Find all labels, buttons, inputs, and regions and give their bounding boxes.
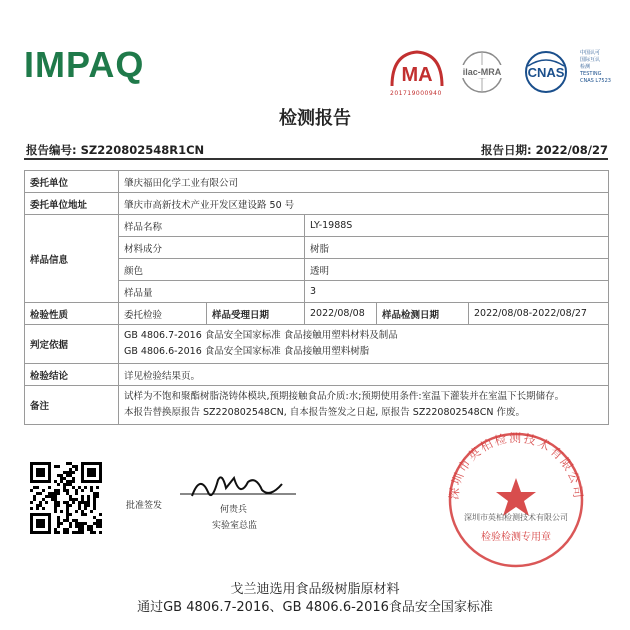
ilac-logo [456, 48, 508, 100]
table-row: 委托单位 肇庆福田化学工业有限公司 [25, 171, 609, 193]
table-row: 样品量 3 [25, 281, 609, 303]
ilac-label: ilac-MRA [462, 67, 502, 77]
stamp-lower-text: 深圳市英柏检测技术有限公司 [464, 513, 568, 522]
report-date: 报告日期: 2022/08/27 [480, 143, 608, 157]
table-row: 材料成分 树脂 [25, 237, 609, 259]
cma-logo [386, 48, 448, 100]
cnas-side-text: 中国认可 国际互认 检测 TESTING CNAS L7523 [580, 50, 611, 84]
stamp-ring-text: 深圳市英柏检测技术有限公司 [446, 430, 586, 501]
table-row: 检验性质 委托检验 样品受理日期 2022/08/08 样品检测日期 2022/08/08-2022/08/27 [25, 303, 609, 325]
official-stamp [436, 430, 596, 570]
caption-line-2: 通过GB 4806.7-2016、GB 4806.6-2016食品安全国家标准 [137, 600, 493, 615]
cma-label: MA [401, 64, 433, 86]
certification-logos [386, 48, 611, 100]
report-number: 报告编号: SZ220802548R1CN [26, 143, 205, 157]
cma-number: 201719000940 [390, 90, 442, 97]
table-row: 判定依据 GB 4806.7-2016 食品安全国家标准 食品接触用塑料材料及制品 GB 4806.6-2016 食品安全国家标准 食品接触用塑料树脂 [25, 325, 609, 364]
qr-code [30, 462, 102, 538]
table-row: 委托单位地址 肇庆市高新技术产业开发区建设路 50 号 [25, 193, 609, 215]
caption-line-1: 戈兰迪选用食品级树脂原材料 [230, 582, 400, 597]
table-row: 检验结论 详见检验结果页。 [25, 364, 609, 386]
approve-label: 批准签发 [126, 501, 163, 511]
report-table [24, 170, 609, 425]
stamp-star-icon [496, 478, 536, 516]
table-row: 备注 试样为不饱和聚酯树脂浇铸体模块,预期接触食品介质:水;预期使用条件:室温下灌装并在室温下长期储存。 本报告替换原报告 SZ220802548CN, 自本报告签发之日起, 原报告 SZ220802548CN 作废。 [25, 386, 609, 425]
header-divider [24, 158, 608, 160]
cnas-logo [516, 48, 611, 100]
brand-logo: IMPAQ [24, 44, 145, 85]
signer-name: 何贵兵 [220, 505, 248, 515]
table-row: 颜色 透明 [25, 259, 609, 281]
table-row: 样品信息 样品名称 LY-1988S [25, 215, 609, 237]
cnas-label: CNAS [527, 65, 565, 80]
report-title: 检测报告 [279, 108, 351, 129]
stamp-seal-label: 检验检测专用章 [481, 532, 551, 543]
lab-director-title: 实验室总监 [212, 521, 258, 531]
